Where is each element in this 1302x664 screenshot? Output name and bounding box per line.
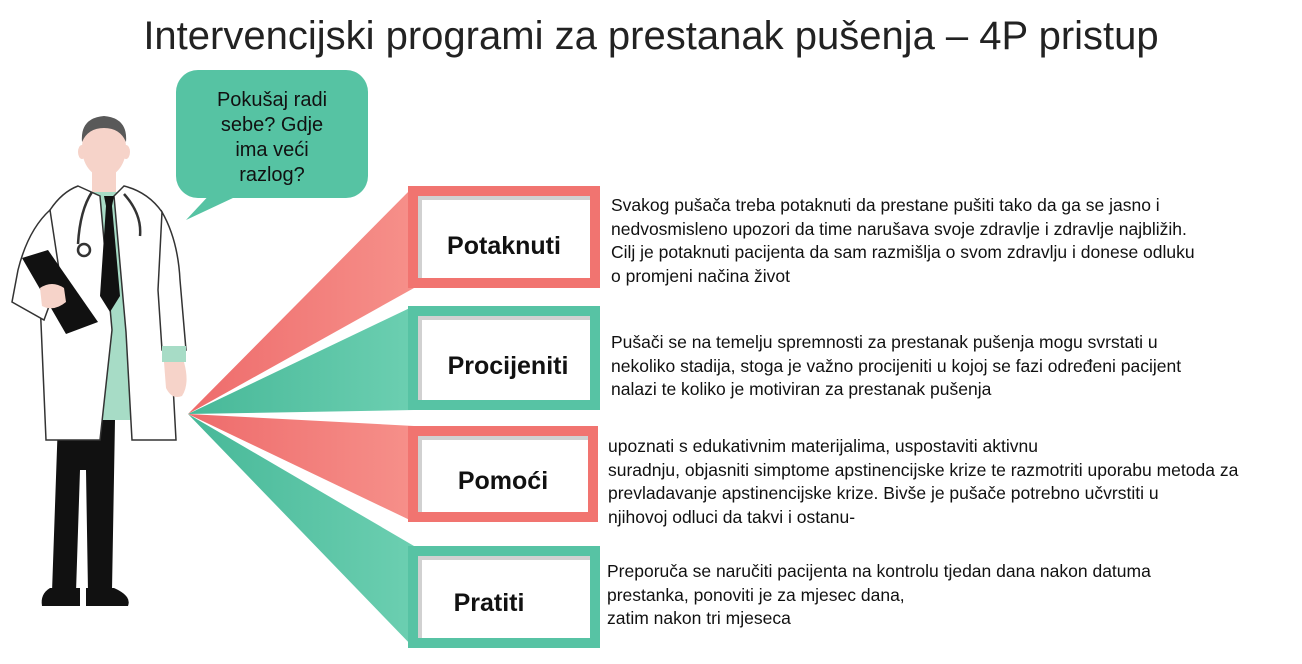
step-description-potaknuti [611,194,1195,288]
description-line: suradnju, objasniti simptome apstinencijske krize te razmotriti uporabu metoda za [608,459,1239,480]
bubble-line: ima veći [235,139,309,161]
step-description-procijeniti [611,331,1181,402]
step-label-pomoci: Pomoći [457,467,549,495]
description-line: nedvosmisleno upozori da time narušava svoje zdravlje i zdravlje najbližih. [611,218,1187,239]
page-title: Intervencijski programi za prestanak pušenja – 4P pristup [143,14,1159,58]
description-line: prestanka, ponoviti je za mjesec dana, [607,584,905,605]
description-line: Svakog pušača treba potaknuti da prestane pušiti tako da ga se jasno i [611,195,1160,215]
step-label-potaknuti: Potaknuti [447,232,561,260]
description-line: nekoliko stadija, stoga je važno procijeniti u kojoj se fazi određeni pacijent [611,355,1182,376]
description-line: prevladavanje apstinencijske krize. Bivše je pušače potrebno učvrstiti u [608,483,1159,503]
step-label-pratiti: Pratiti [453,589,525,617]
step-description-pratiti [607,560,1151,631]
description-line: Cilj je potaknuti pacijenta da sam razmišlja o svom zdravlju i donese odluku [611,242,1195,262]
step-description-pomoci [608,435,1238,529]
description-line: Pušači se na temelju spremnosti za prestanak pušenja mogu svrstati u [611,332,1158,352]
description-line: zatim nakon tri mjeseca [607,608,791,628]
bubble-line: sebe? Gdje [220,114,324,136]
description-line: Preporuča se naručiti pacijenta na kontrolu tjedan dana nakon datuma [607,561,1151,581]
bubble-line: razlog? [239,164,305,186]
description-line: njihovoj odluci da takvi i ostanu- [608,506,856,527]
bubble-line: Pokušaj radi [216,89,328,111]
step-label-procijeniti: Procijeniti [447,352,569,380]
description-line: o promjeni načina život [611,265,790,286]
description-line: nalazi te koliko je motiviran za prestanak pušenja [611,379,992,399]
description-line: upoznati s edukativnim materijalima, uspostaviti aktivnu [608,436,1038,456]
